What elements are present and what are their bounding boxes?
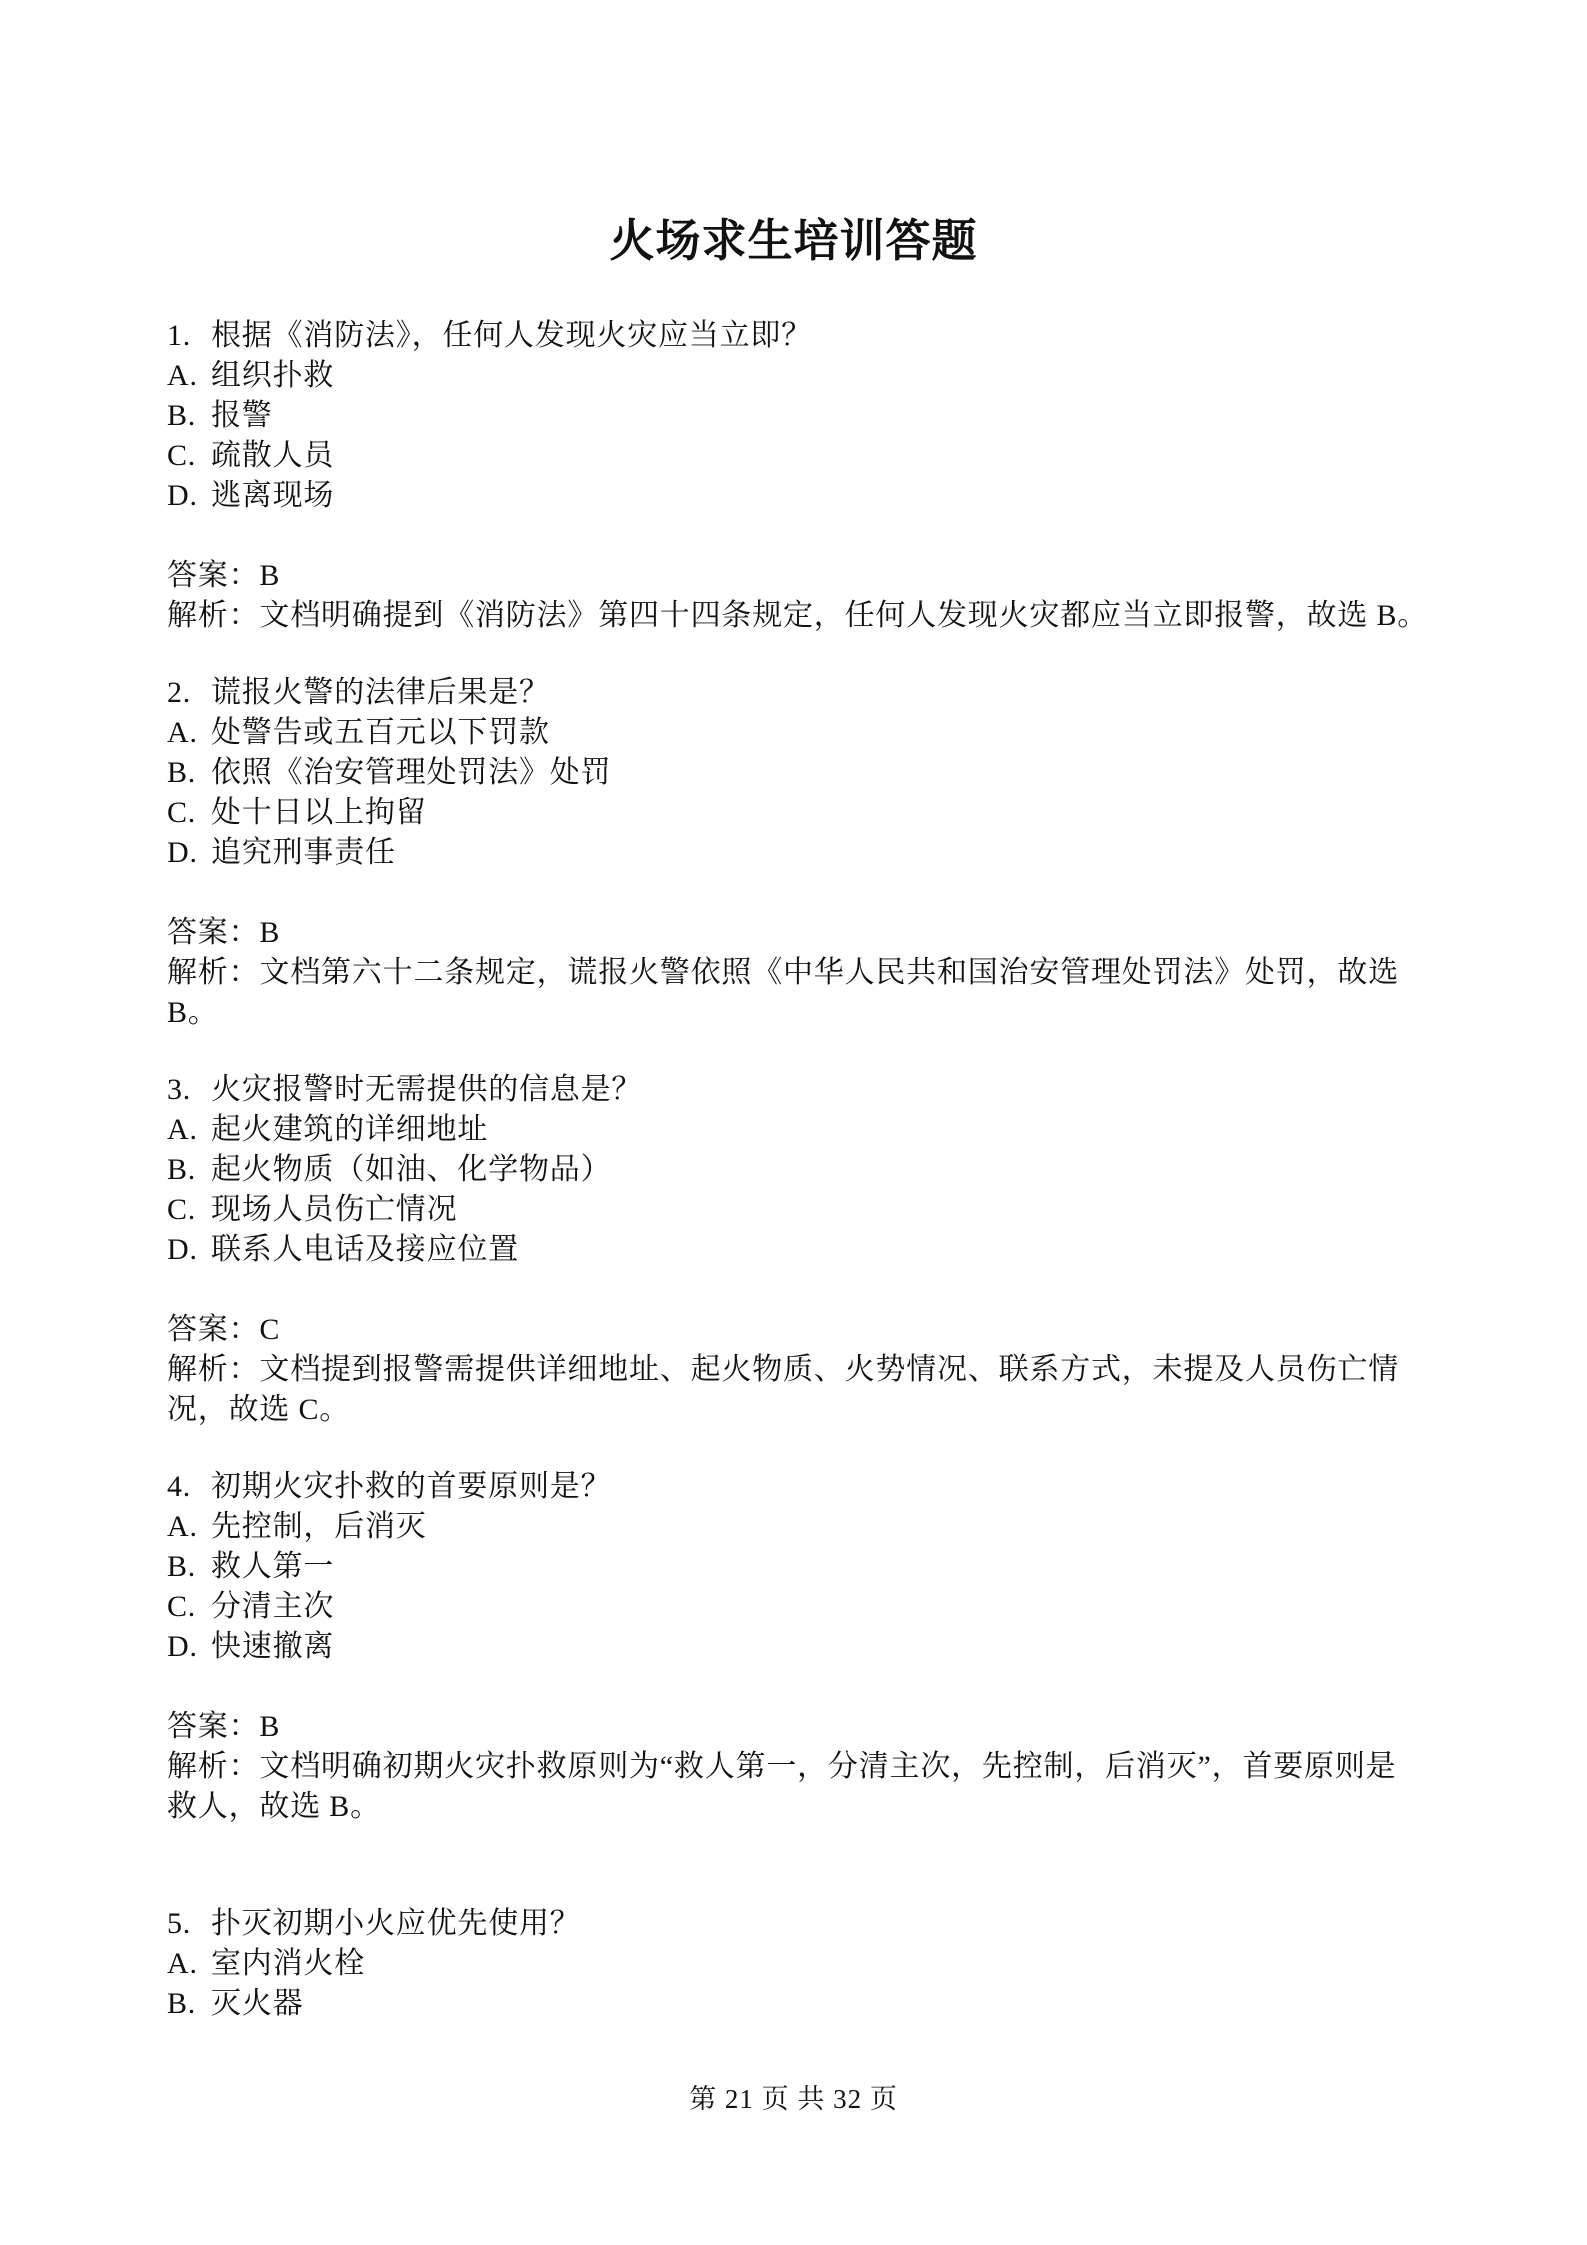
option-text: 先控制，后消灭 bbox=[211, 1510, 427, 1543]
explanation-line: 解析：文档第六十二条规定，谎报火警依照《中华人民共和国治安管理处罚法》处罚，故选 bbox=[167, 956, 1399, 989]
option-label: C. bbox=[167, 1193, 197, 1226]
question-text bbox=[167, 1070, 1437, 1110]
option-line bbox=[167, 1230, 1437, 1270]
option-line bbox=[167, 356, 1437, 396]
option-label: C. bbox=[167, 1590, 197, 1623]
option-text: 起火建筑的详细地址 bbox=[211, 1113, 489, 1146]
option-line bbox=[167, 1190, 1437, 1230]
option-line bbox=[167, 1547, 1437, 1587]
question-text bbox=[167, 1904, 1437, 1944]
answer-value: B bbox=[259, 1710, 281, 1743]
option-label: A. bbox=[167, 1947, 198, 1980]
question-text bbox=[167, 1467, 1437, 1507]
answer-value: B bbox=[259, 916, 281, 949]
option-label: C. bbox=[167, 796, 197, 829]
option-text: 室内消火栓 bbox=[211, 1947, 365, 1980]
option-label: C. bbox=[167, 439, 197, 472]
option-label: D. bbox=[167, 836, 198, 869]
answer-label: 答案： bbox=[167, 1313, 260, 1346]
option-label: A. bbox=[167, 359, 198, 392]
option-line bbox=[167, 1587, 1437, 1627]
answer-line bbox=[167, 913, 1437, 953]
explanation-line: 救人，故选 B。 bbox=[167, 1790, 381, 1823]
option-text: 现场人员伤亡情况 bbox=[211, 1193, 458, 1226]
option-line bbox=[167, 833, 1437, 873]
explanation-line: 解析：文档明确初期火灾扑救原则为“救人第一，分清主次，先控制，后消灭”，首要原则是 bbox=[167, 1750, 1397, 1783]
answer-label: 答案： bbox=[167, 916, 260, 949]
question-text bbox=[167, 673, 1437, 713]
option-text: 依照《治安管理处罚法》处罚 bbox=[211, 756, 612, 789]
option-label: B. bbox=[167, 756, 197, 789]
explanation-line: B。 bbox=[167, 996, 219, 1029]
option-label: A. bbox=[167, 716, 198, 749]
question-block-1 bbox=[167, 316, 1437, 636]
option-text: 报警 bbox=[211, 399, 273, 432]
option-label: A. bbox=[167, 1113, 198, 1146]
page-title: 火场求生培训答题 bbox=[609, 216, 978, 266]
option-line bbox=[167, 1944, 1437, 1984]
question-block-3 bbox=[167, 1070, 1437, 1430]
answer-value: B bbox=[259, 559, 281, 592]
option-label: D. bbox=[167, 1233, 198, 1266]
option-text: 灭火器 bbox=[211, 1987, 304, 2020]
option-line bbox=[167, 436, 1437, 476]
explanation-line: 解析：文档明确提到《消防法》第四十四条规定，任何人发现火灾都应当立即报警，故选 B。 bbox=[167, 599, 1429, 632]
question-number: 3. bbox=[167, 1073, 192, 1106]
question-label: 初期火灾扑救的首要原则是？ bbox=[211, 1470, 612, 1503]
answer-value: C bbox=[259, 1313, 281, 1346]
explanation-line: 解析：文档提到报警需提供详细地址、起火物质、火势情况、联系方式，未提及人员伤亡情 bbox=[167, 1353, 1399, 1386]
question-number: 2. bbox=[167, 676, 192, 709]
question-label: 火灾报警时无需提供的信息是？ bbox=[211, 1073, 643, 1106]
option-line bbox=[167, 1507, 1437, 1547]
option-line bbox=[167, 396, 1437, 436]
question-block-4 bbox=[167, 1467, 1437, 1827]
question-label: 扑灭初期小火应优先使用？ bbox=[211, 1907, 581, 1940]
option-text: 分清主次 bbox=[211, 1590, 335, 1623]
option-text: 逃离现场 bbox=[211, 479, 335, 512]
option-line bbox=[167, 1984, 1437, 2024]
option-text: 起火物质（如油、化学物品） bbox=[211, 1153, 612, 1186]
option-label: A. bbox=[167, 1510, 198, 1543]
option-line bbox=[167, 1110, 1437, 1150]
explanation-line: 况，故选 C。 bbox=[167, 1393, 351, 1426]
option-text: 疏散人员 bbox=[211, 439, 335, 472]
option-line bbox=[167, 713, 1437, 753]
option-line bbox=[167, 1150, 1437, 1190]
answer-line bbox=[167, 556, 1437, 596]
option-text: 处警告或五百元以下罚款 bbox=[211, 716, 550, 749]
option-line bbox=[167, 753, 1437, 793]
answer-line bbox=[167, 1310, 1437, 1350]
option-line bbox=[167, 476, 1437, 516]
option-text: 联系人电话及接应位置 bbox=[211, 1233, 519, 1266]
question-number: 5. bbox=[167, 1907, 192, 1940]
option-line bbox=[167, 1627, 1437, 1667]
question-block-5 bbox=[167, 1904, 1437, 2024]
option-label: B. bbox=[167, 1987, 197, 2020]
option-label: D. bbox=[167, 479, 198, 512]
question-block-2 bbox=[167, 673, 1437, 1033]
page-footer: 第 21 页 共 32 页 bbox=[689, 2084, 898, 2114]
question-text bbox=[167, 316, 1437, 356]
option-text: 救人第一 bbox=[211, 1550, 335, 1583]
question-number: 4. bbox=[167, 1470, 192, 1503]
option-text: 组织扑救 bbox=[211, 359, 335, 392]
answer-line bbox=[167, 1707, 1437, 1747]
question-label: 谎报火警的法律后果是？ bbox=[211, 676, 550, 709]
option-line bbox=[167, 793, 1437, 833]
option-text: 处十日以上拘留 bbox=[211, 796, 427, 829]
option-label: D. bbox=[167, 1630, 198, 1663]
question-label: 根据《消防法》，任何人发现火灾应当立即？ bbox=[211, 319, 812, 352]
option-label: B. bbox=[167, 1550, 197, 1583]
option-text: 快速撤离 bbox=[211, 1630, 335, 1663]
option-label: B. bbox=[167, 1153, 197, 1186]
option-label: B. bbox=[167, 399, 197, 432]
option-text: 追究刑事责任 bbox=[211, 836, 396, 869]
answer-label: 答案： bbox=[167, 559, 260, 592]
question-list bbox=[0, 316, 1587, 2024]
answer-label: 答案： bbox=[167, 1710, 260, 1743]
question-number: 1. bbox=[167, 319, 192, 352]
